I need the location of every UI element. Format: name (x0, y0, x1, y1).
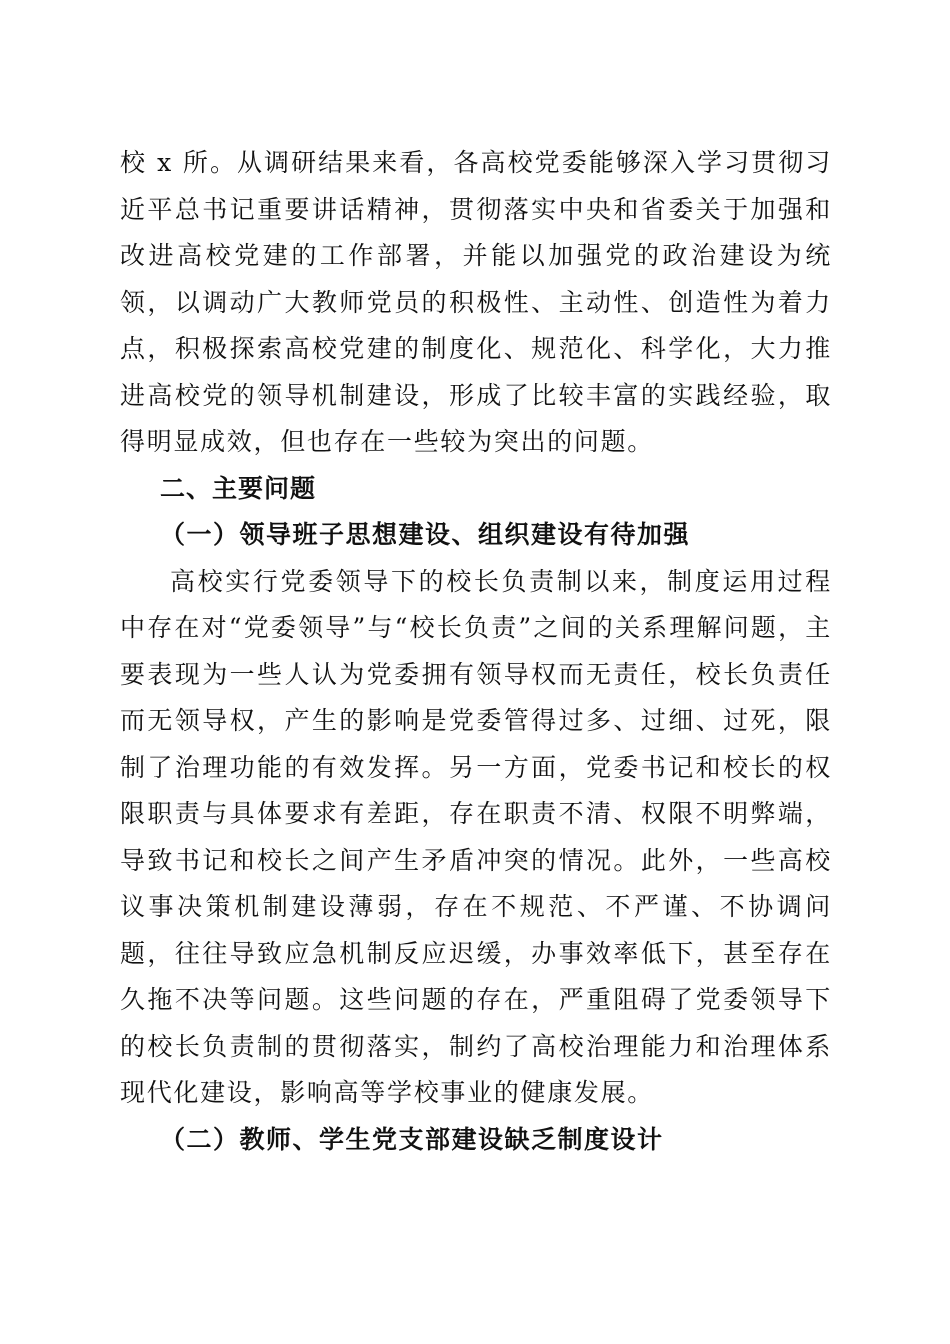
subsection-heading-1: （一）领导班子思想建设、组织建设有待加强 (160, 520, 691, 549)
paragraph-body: 高校实行党委领导下的校长负责制以来，制度运用过程中存在对“党委领导”与“校长负责”之间的关系理解问题，主要表现为一些人认为党委拥有领导权而无责任，校长负责任而无领导权，产生的影响是党委管得过多、过细、过死，限制了治理功能的有效发挥。另一方面，党委书记和校长的权限职责与具体要求有差距，存在职责不清、权限不明弊端，导致书记和校长之间产生矛盾冲突的情况。此外，一些高校议事决策机制建设薄弱，存在不规范、不严谨、不协调问题，往往导致应急机制反应迟缓，办事效率低下，甚至存在久拖不决等问题。这些问题的存在，严重阻碍了党委领导下的校长负责制的贯彻落实，制约了高校治理能力和治理体系现代化建设，影响高等学校事业的健康发展。 (120, 566, 832, 1107)
subsection-heading-2: （二）教师、学生党支部建设缺乏制度设计 (160, 1124, 664, 1154)
document-body (120, 140, 832, 1163)
section-heading: 二、主要问题 (160, 473, 317, 503)
paragraph-continuation: 校 x 所。从调研结果来看，各高校党委能够深入学习贯彻习近平总书记重要讲话精神，贯彻落实中央和省委关于加强和改进高校党建的工作部署，并能以加强党的政治建设为统领，以调动广大教师党员的积极性、主动性、创造性为着力点，积极探索高校党建的制度化、规范化、科学化，大力推进高校党的领导机制建设，形成了比较丰富的实践经验，取得明显成效，但也存在一些较为突出的问题。 (120, 148, 832, 456)
